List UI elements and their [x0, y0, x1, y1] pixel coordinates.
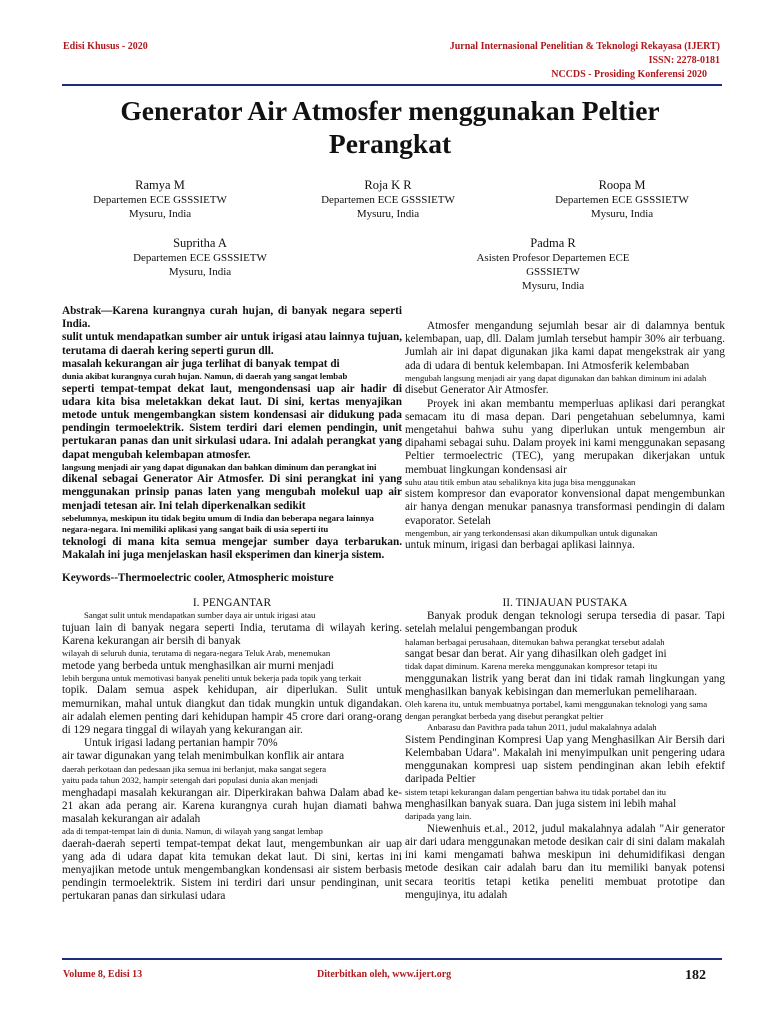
paragraph: tidak dapat diminum. Karena mereka menggunakan kompresor tetapi itu	[405, 661, 658, 672]
abstract-block	[62, 305, 402, 562]
section-literature-review	[405, 597, 725, 902]
author-1	[85, 177, 235, 221]
author-name: Roopa M	[598, 178, 646, 192]
paragraph: Untuk irigasi ladang pertanian hampir 70%	[84, 737, 278, 750]
paragraph: tujuan lain di banyak negara seperti India, terutama di wilayah kering. Karena kekurangan air bersih di banyak	[62, 621, 402, 647]
paragraph: air tawar digunakan yang telah menimbulkan konflik air antara	[62, 750, 345, 763]
paragraph: ada di tempat-tempat lain di dunia. Namun, di wilayah yang sangat lembap	[62, 826, 323, 837]
paragraph: Atmosfer mengandung sejumlah besar air di dalamnya bentuk kelembapan, uap, dll. Dalam jumlah tersebut hampir 30% air terbuang. Jumlah air ini dapat digunakan jika kami dapat mengekstrak air yang ada di udara di bentuk kelembapan. Ini Atmosferik kelembaban	[405, 320, 725, 372]
paragraph: daripada yang lain.	[405, 811, 472, 822]
abstract-text: masalah kekurangan air juga terlihat di banyak tempat di	[62, 357, 340, 370]
section-heading: I. PENGANTAR	[192, 597, 272, 609]
paragraph: Niewenhuis et.al., 2012, judul makalahnya adalah "Air generator air dari udara menggunakan metode desikan cair di sini dalam makalah ini kami mengamati bahwa meskipun ini dehumidifikasi dengan metode desikan cair adalah baru dan itu memiliki banyak potensi secara teoritis tetapi ketika peneliti membuat prototipe dan mengujinya, itu adalah	[405, 822, 725, 901]
author-dept: Departemen ECE GSSSIETW	[555, 194, 689, 206]
author-name: Ramya M	[135, 178, 185, 192]
paragraph: lebih berguna untuk memotivasi banyak peneliti untuk bekerja pada topik yang terkait	[62, 672, 362, 683]
paragraph: sistem kompresor dan evaporator konvensional dapat mengembunkan air hanya dengan menukar panasnya transformasi pendingin di dalam evaporator. Setelah	[405, 488, 725, 527]
paragraph: sistem tetapi kekurangan dalam pengertian bahwa itu tidak portabel dan itu	[405, 786, 667, 797]
paragraph: Anbarasu dan Pavithra pada tahun 2011, judul makalahnya adalah	[427, 722, 657, 733]
paragraph: menggunakan listrik yang berat dan ini tidak ramah lingkungan yang menghasilkan banyak kebisingan dan memerlukan pemeliharaan.	[405, 672, 725, 699]
paragraph: daerah perkotaan dan pedesaan jika semua ini berlanjut, maka sangat segera	[62, 763, 327, 774]
author-city: Mysuru, India	[168, 266, 232, 278]
paragraph: menghasilkan banyak suara. Dan juga sistem ini lebih mahal	[405, 798, 677, 811]
author-city: Mysuru, India	[590, 208, 654, 220]
proceedings-label: NCCDS - Prosiding Konferensi 2020	[551, 69, 707, 80]
section-introduction	[62, 597, 402, 904]
author-name: Roja K R	[364, 178, 412, 192]
author-dept: Departemen ECE GSSSIETW	[93, 194, 227, 206]
paragraph: mengubah langsung menjadi air yang dapat digunakan dan bahkan diminum ini adalah	[405, 372, 707, 383]
paragraph: Sangat sulit untuk mendapatkan sumber daya air untuk irigasi atau	[84, 610, 316, 621]
abstract-text: teknologi di mana kita semua mengejar sumber daya terbarukan. Makalah ini juga menjelaskan hasil eksperimen dan kinerja sistem.	[62, 535, 402, 562]
paragraph: daerah-daerah seperti tempat-tempat dekat laut, mengembunkan air uap yang ada di udara dapat kita temukan dekat laut. Di sini, kertas ini menyajikan metode untuk mengembangkan kondensasi air sistem berbasis pendingin termoelektrik. Sistem ini terdiri dari unsur pendinginan, unit pertukaran panas dan sirkulasi udara	[62, 837, 402, 903]
paragraph: untuk minum, irigasi dan berbagai aplikasi lainnya.	[405, 539, 635, 552]
abstract-text: sulit untuk mendapatkan sumber air untuk irigasi atau lainnya tujuan, terutama di daerah kering seperti gurun dll.	[62, 331, 402, 357]
abstract-text: seperti tempat-tempat dekat laut, mengondensasi uap air hadir di udara kita bisa meletakkan dekat laut. Di sini, kertas menyajikan metode untuk mengembangkan sistem kondensasi air didukung pada pendingin termoelektrik. Sistem terdiri dari elemen pendingin, unit pertukaran panas dan unit sirkulasi udara. Ini adalah perangkat yang dapat mengubah kelembapan atmosfer.	[62, 382, 402, 461]
publisher-link[interactable]: Diterbitkan oleh, www.ijert.org	[317, 969, 452, 980]
author-5	[453, 235, 653, 293]
paragraph: Oleh karena itu, untuk membuatnya portabel, kami menggunakan teknologi yang sama	[405, 699, 708, 710]
abstract-text: sebelumnya, meskipun itu tidak begitu umum di India dan beberapa negara lainnya negara-negara. Ini memiliki aplikasi yang sangat baik di usia seperti itu	[62, 512, 374, 535]
author-dept: Departemen ECE GSSSIETW	[133, 252, 267, 264]
abstract-text: dikenal sebagai Generator Air Atmosfer. Di sini perangkat ini yang menggunakan prinsip panas laten yang mengubah molekul uap air menjadi tetesan air. Ini telah diperkenalkan sedikit	[62, 473, 402, 512]
header-rule	[62, 84, 722, 86]
author-name: Supritha A	[173, 236, 227, 250]
author-dept: Departemen ECE GSSSIETW	[321, 194, 455, 206]
author-city: Mysuru, India	[356, 208, 420, 220]
paper-title: Generator Air Atmosfer menggunakan Peltier Perangkat	[120, 95, 660, 159]
author-dept: Asisten Profesor Departemen ECE GSSSIETW	[476, 252, 630, 278]
paragraph: halaman berbagai perusahaan, ditemukan bahwa perangkat tersebut adalah	[405, 636, 665, 647]
author-4	[125, 235, 275, 279]
author-3	[532, 177, 712, 221]
paragraph: Banyak produk dengan teknologi serupa tersedia di pasar. Tapi setelah melalui pengembangan produk	[405, 610, 725, 636]
page-number: 182	[685, 968, 706, 983]
volume-label: Volume 8, Edisi 13	[63, 969, 143, 980]
author-name: Padma R	[530, 236, 576, 250]
abstract-text: langsung menjadi air yang dapat digunakan dan bahkan diminum dan perangkat ini	[62, 461, 377, 472]
keywords: Keywords--Thermoelectric cooler, Atmospheric moisture	[62, 572, 334, 584]
paragraph: disebut Generator Air Atmosfer.	[405, 384, 549, 397]
abstract-text: Abstrak—Karena kurangnya curah hujan, di banyak negara seperti India.	[62, 305, 402, 331]
paragraph: Proyek ini akan membantu memperluas aplikasi dari perangkat semacam itu di masa depan. Dari pengetahuan sebelumnya, kami mengetahui bahwa suhu yang diperlukan untuk mengembun air dipahami sebagai suhu. Dalam proyek ini kami menggunakan sepasang Peltier termoelectric (TEC), yang merupakan dikerjakan untuk membuat lingkungan kondensasi air	[405, 397, 725, 476]
paragraph: suhu atau titik embun atau sebaliknya kita juga bisa menggunakan	[405, 476, 636, 487]
edition-label: Edisi Khusus - 2020	[63, 41, 148, 52]
paragraph: menghadapi masalah kekurangan air. Diperkirakan bahwa Dalam abad ke-21 akan ada perang air. Karena kurangnya curah hujan diamati bahwa masalah kekurangan air adalah	[62, 786, 402, 825]
paragraph: metode yang berbeda untuk menghasilkan air murni menjadi	[62, 659, 334, 672]
author-city: Mysuru, India	[521, 280, 585, 292]
paragraph: yaitu pada tahun 2032, hampir setengah dari populasi dunia akan menjadi	[62, 775, 318, 786]
journal-name: Jurnal Internasional Penelitian & Teknologi Rekayasa (IJERT)	[449, 41, 720, 52]
paragraph: dengan perangkat berbeda yang disebut perangkat peltier	[405, 710, 604, 721]
paragraph: topik. Dalam semua aspek kehidupan, air diperlukan. Sulit untuk memurnikan, mahal untuk diangkut dan tidak mungkin untuk digandakan. air adalah elemen penting dari kehidupan hampir 45 crore dari orang-orang di 129 negara tinggal di wilayah yang kekurangan air.	[62, 684, 402, 736]
paragraph: sangat besar dan berat. Air yang dihasilkan oleh gadget ini	[405, 648, 667, 661]
author-2	[313, 177, 463, 221]
footer-rule	[62, 958, 722, 960]
intro-continuation	[405, 320, 725, 553]
author-city: Mysuru, India	[128, 208, 192, 220]
paragraph: mengembun, air yang terkondensasi akan dikumpulkan untuk digunakan	[405, 527, 658, 538]
issn-label: ISSN: 2278-0181	[648, 55, 720, 66]
section-heading: II. TINJAUAN PUSTAKA	[502, 597, 628, 609]
paragraph: wilayah di seluruh dunia, terutama di negara-negara Teluk Arab, menemukan	[62, 648, 331, 659]
paragraph: Sistem Pendinginan Kompresi Uap yang Menghasilkan Air Bersih dari Kelembaban Udara". Makalah ini menyimpulkan unit pengering udara menggunakan kompresi uap sistem pendinginan akan lebih efektif daripada Peltier	[405, 733, 725, 786]
abstract-text: dunia akibat kurangnya curah hujan. Namun, di daerah yang sangat lembab	[62, 371, 348, 382]
